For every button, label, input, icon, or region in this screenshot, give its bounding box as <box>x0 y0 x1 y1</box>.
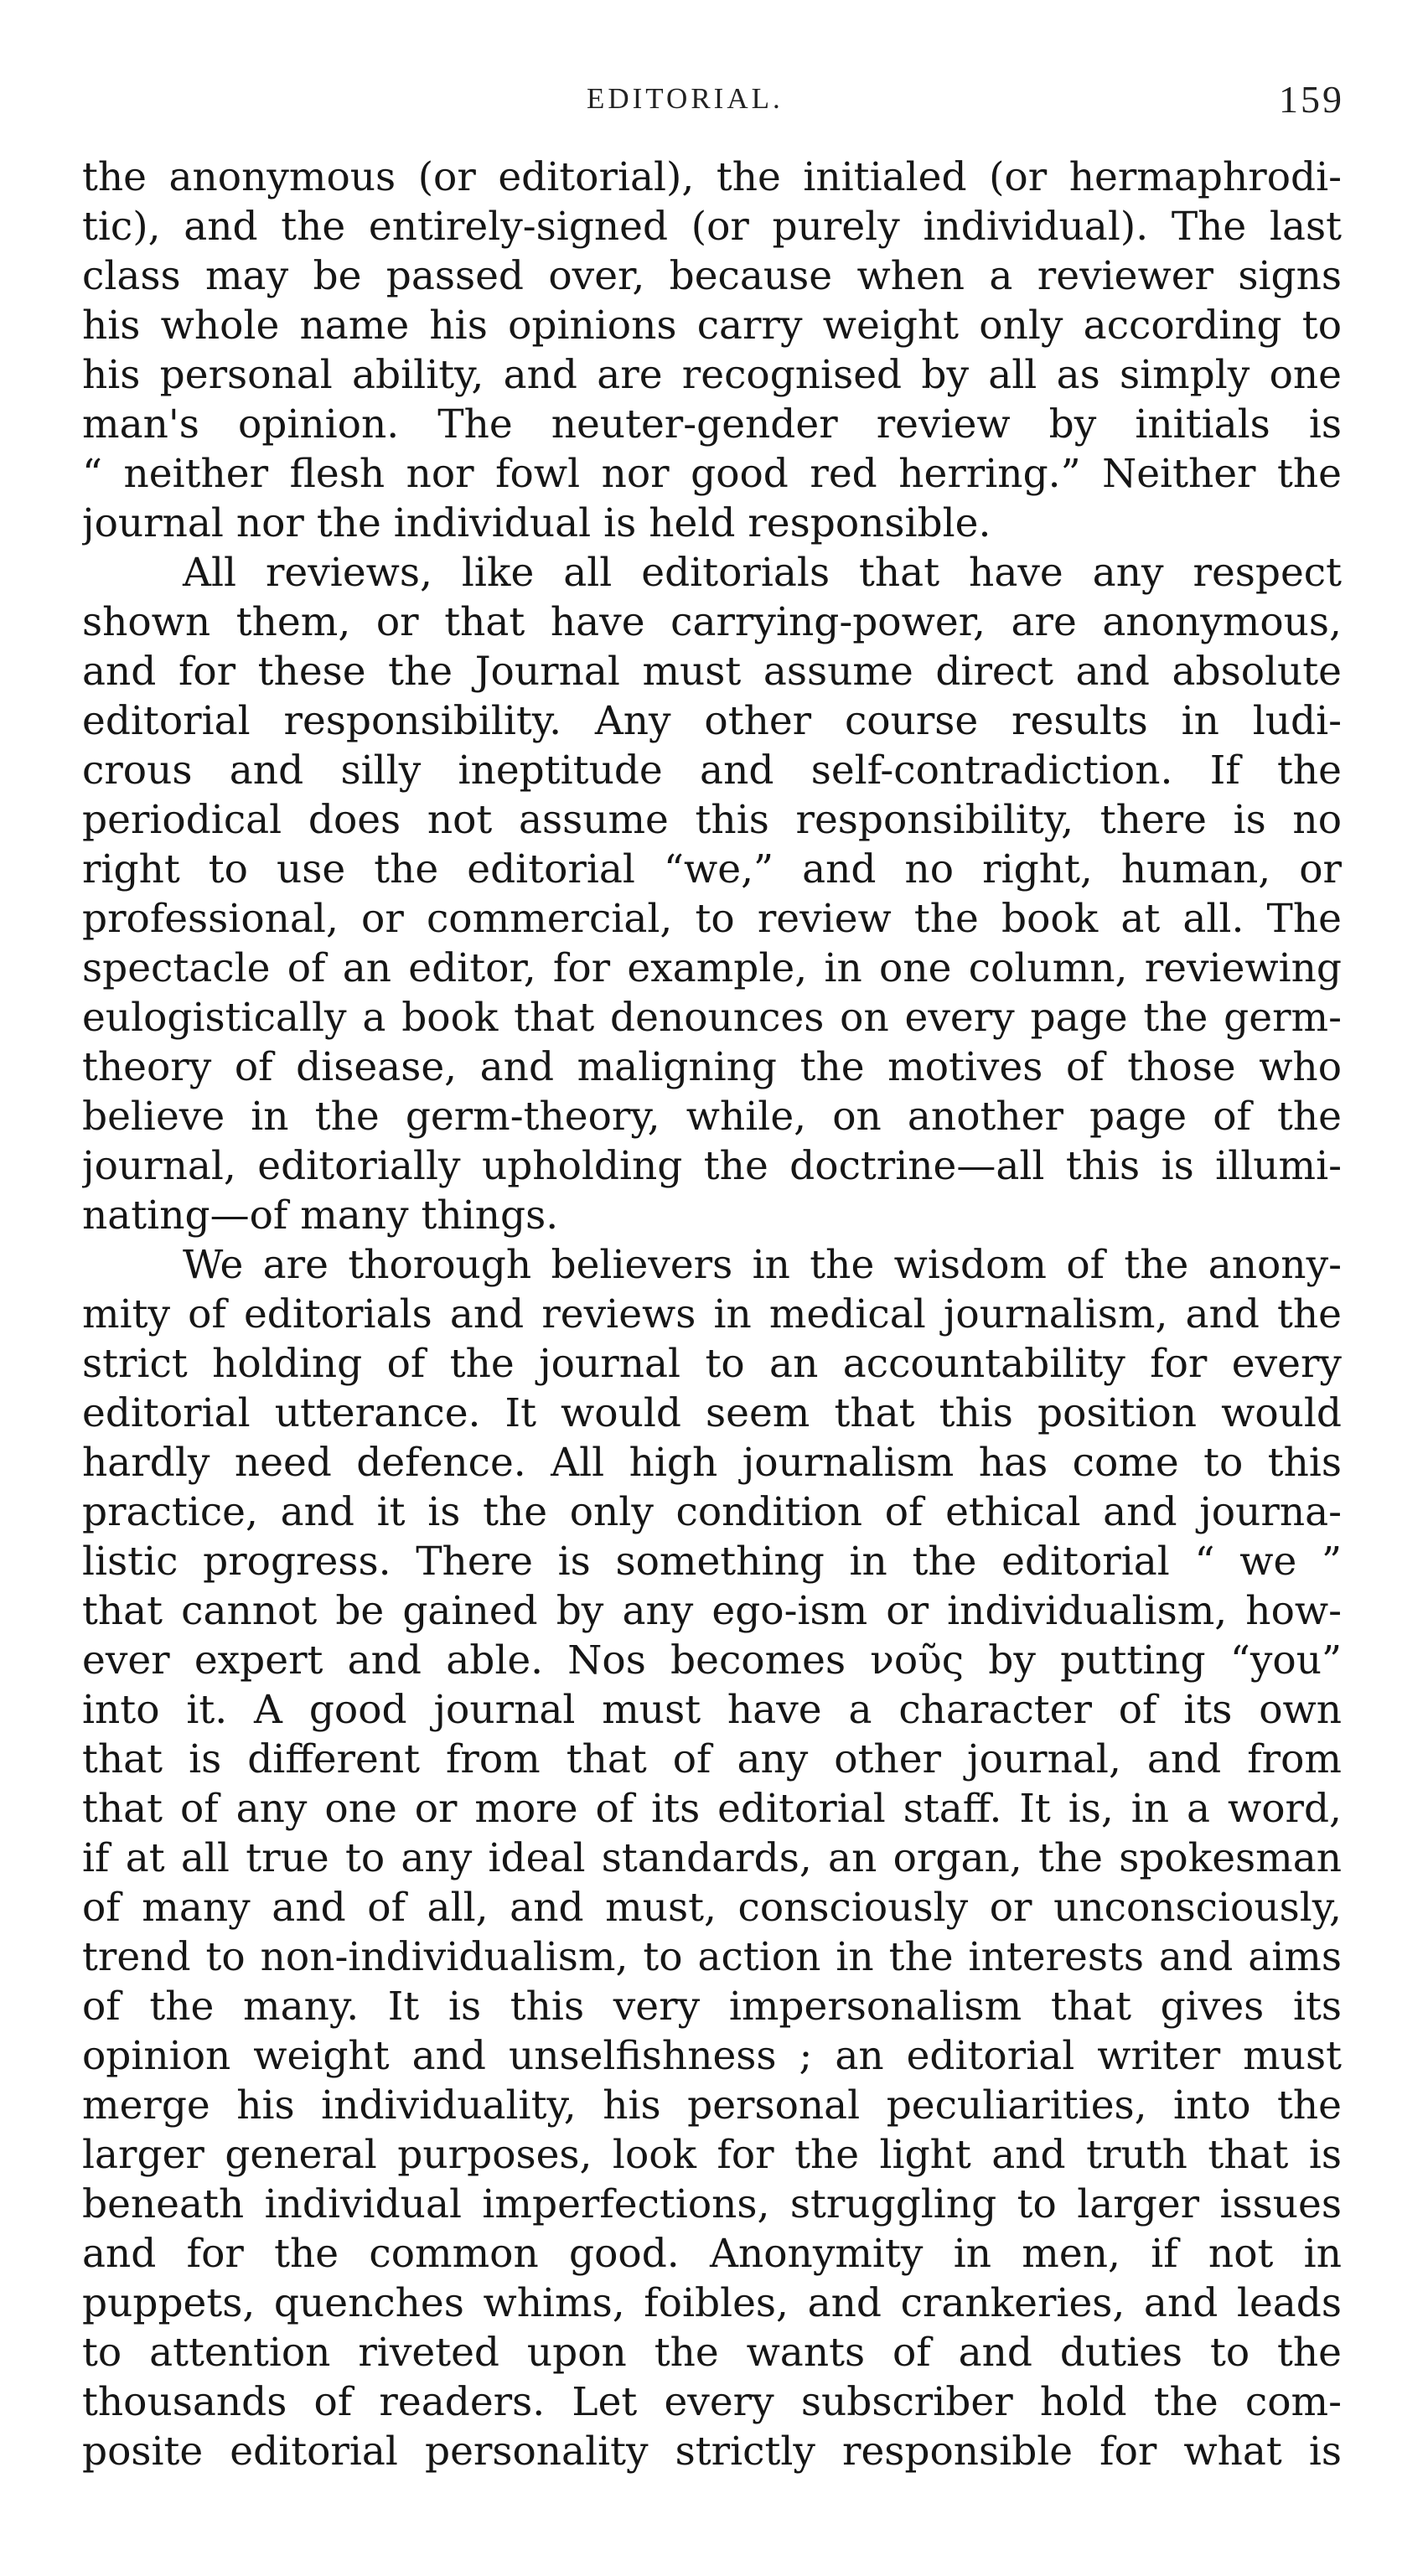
text-line: posite editorial personality strictly responsible for what is <box>82 2429 1342 2475</box>
text-line: opinion weight and unselfishness ; an editorial writer must <box>82 2033 1342 2079</box>
text-line: believe in the germ-theory, while, on another page of the <box>82 1094 1342 1140</box>
text-line: eulogistically a book that denounces on every page the germ- <box>82 995 1342 1041</box>
running-title: EDITORIAL. <box>587 82 784 115</box>
text-line: the anonymous (or editorial), the initialed (or hermaphrodi- <box>82 154 1342 200</box>
text-line: strict holding of the journal to an accountability for every <box>82 1341 1342 1387</box>
text-line: that of any one or more of its editorial staff. It is, in a word, <box>82 1786 1342 1832</box>
page-number: 159 <box>1279 78 1344 121</box>
running-head <box>0 77 1428 127</box>
text-line: that is different from that of any other journal, and from <box>82 1736 1342 1782</box>
paragraph-3 <box>82 1240 1342 2476</box>
text-line: ever expert and able. Nos becomes νοῦς by putting “you” <box>82 1637 1342 1684</box>
text-line: that cannot be gained by any ego-ism or individualism, how- <box>82 1588 1342 1634</box>
text-line: nating—of many things. <box>82 1192 559 1239</box>
text-line: thousands of readers. Let every subscriber hold the com- <box>82 2379 1342 2425</box>
text-line: mity of editorials and reviews in medical journalism, and the <box>82 1291 1342 1337</box>
text-line: and for the common good. Anonymity in men, if not in <box>82 2231 1342 2277</box>
text-line: of the many. It is this very impersonalism that gives its <box>82 1984 1342 2030</box>
text-line: of many and of all, and must, consciously or unconsciously, <box>82 1885 1342 1931</box>
text-line: to attention riveted upon the wants of and duties to the <box>82 2330 1342 2376</box>
text-line: journal, editorially upholding the doctrine—all this is illumi- <box>82 1143 1342 1189</box>
text-line: journal nor the individual is held responsible. <box>82 500 991 546</box>
text-line: theory of disease, and maligning the motives of those who <box>82 1044 1342 1090</box>
text-line: “ neither flesh nor fowl nor good red herring.” Neither the <box>82 451 1342 497</box>
paragraph-2 <box>82 548 1342 1240</box>
text-line: shown them, or that have carrying-power, are anonymous, <box>82 599 1342 645</box>
text-line: We are thorough believers in the wisdom of the anony- <box>183 1242 1342 1288</box>
text-line: beneath individual imperfections, struggling to larger issues <box>82 2181 1342 2227</box>
text-line: hardly need defence. All high journalism has come to this <box>82 1440 1342 1486</box>
text-line: right to use the editorial “we,” and no right, human, or <box>82 846 1342 892</box>
text-line: man's opinion. The neuter-gender review by initials is <box>82 401 1342 447</box>
text-line: larger general purposes, look for the light and truth that is <box>82 2132 1342 2178</box>
body-text <box>82 153 1342 2476</box>
text-line: spectacle of an editor, for example, in one column, reviewing <box>82 945 1342 991</box>
text-line: merge his individuality, his personal peculiarities, into the <box>82 2082 1342 2129</box>
text-line: professional, or commercial, to review the book at all. The <box>82 896 1342 942</box>
text-line: if at all true to any ideal standards, an organ, the spokesman <box>82 1835 1342 1881</box>
text-line: his whole name his opinions carry weight only according to <box>82 303 1342 349</box>
text-line: listic progress. There is something in the editorial “ we ” <box>82 1539 1342 1585</box>
text-line: editorial utterance. It would seem that this position would <box>82 1390 1342 1436</box>
text-line: and for these the Journal must assume direct and absolute <box>82 649 1342 695</box>
text-line: All reviews, like all editorials that have any respect <box>183 550 1342 596</box>
text-line: crous and silly ineptitude and self-contradiction. If the <box>82 747 1342 794</box>
text-line: puppets, quenches whims, foibles, and crankeries, and leads <box>82 2280 1342 2326</box>
text-line: trend to non-individualism, to action in the interests and aims <box>82 1934 1342 1980</box>
text-line: periodical does not assume this responsibility, there is no <box>82 797 1342 843</box>
text-line: his personal ability, and are recognised by all as simply one <box>82 352 1342 398</box>
paragraph-1 <box>82 153 1342 548</box>
text-line: class may be passed over, because when a reviewer signs <box>82 253 1342 299</box>
text-line: into it. A good journal must have a character of its own <box>82 1687 1342 1733</box>
text-line: editorial responsibility. Any other course results in ludi- <box>82 698 1342 744</box>
text-line: tic), and the entirely-signed (or purely individual). The last <box>82 204 1342 250</box>
text-line: practice, and it is the only condition of ethical and journa- <box>82 1489 1342 1535</box>
